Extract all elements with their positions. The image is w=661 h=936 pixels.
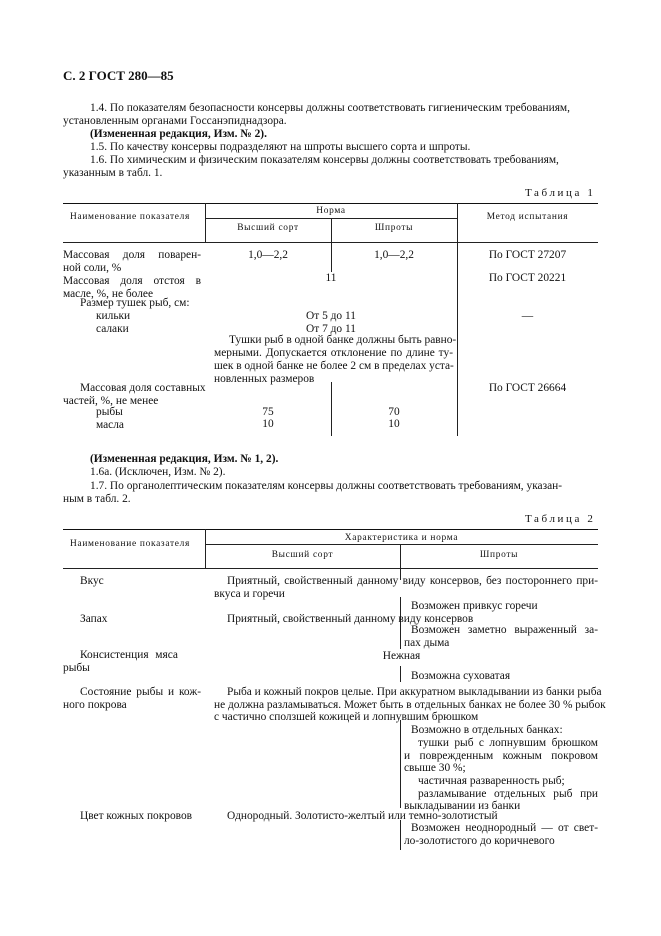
t1-sed-value: 11 (325, 272, 337, 284)
t2-smell-top: Приятный, свойственный данному виду консервов (227, 613, 474, 625)
t1-oil-top: 10 (262, 418, 274, 430)
table-1-head-grade-top: Высший сорт (237, 223, 299, 233)
t2-taste-label: Вкус (80, 575, 104, 587)
t1-sed-label-2: масле, %, не более (63, 288, 153, 300)
table-2-top-rule (63, 529, 598, 530)
table-1-head-indicator: Наименование показателя (70, 212, 190, 222)
t1-salt-label-2: ной соли, % (63, 262, 122, 274)
t1-note-line-1: Тушки рыб в одной банке должны быть равно- (229, 334, 457, 346)
t2-state-sprats-5: частичная разваренность рыб; (418, 775, 565, 787)
t1-oil-label: масла (96, 419, 124, 431)
table-1-top-rule (63, 203, 598, 204)
t1-parts-label-1: Массовая доля составных (80, 382, 206, 394)
table-2-head-grade-sprats: Шпроты (479, 550, 519, 560)
t1-size-method: — (521, 310, 534, 322)
t2-state-sprats-3: и поврежденным кожным покровом (404, 750, 598, 762)
t1-note-line-3: шек в одной банке не более 2 см в пределах уста- (214, 360, 454, 372)
table-2-head-indicator: Наименование показателя (70, 539, 190, 549)
table-1-head-grade-sprats: Шпроты (374, 223, 414, 233)
t1-kilki-value: От 5 до 11 (306, 310, 356, 322)
edition-note-1-2: (Измененная редакция, Изм. № 1, 2). (90, 453, 279, 465)
t2-tick-2 (400, 597, 401, 611)
para-1-5: 1.5. По качеству консервы подразделяют на шпроты высшего сорта и шпроты. (90, 141, 471, 153)
t2-smell-sprats-1: Возможен заметно выраженный за- (411, 624, 598, 636)
t1-sed-method: По ГОСТ 20221 (488, 272, 567, 284)
para-1-6-line-2: указанным в табл. 1. (63, 167, 163, 179)
table-1-head-method: Метод испытания (486, 212, 569, 222)
t1-parts-label-2: частей, %, не менее (63, 395, 159, 407)
t2-consistency-sprats: Возможна суховатая (411, 670, 511, 682)
t1-salt-label-1: Массовая доля поварен- (63, 249, 201, 261)
t1-size-label: Размер тушек рыб, см: (80, 297, 190, 309)
t1-salaki-label: салаки (96, 323, 129, 335)
t1-salt-method: По ГОСТ 27207 (488, 249, 567, 261)
t1-salt-top: 1,0—2,2 (248, 249, 288, 261)
t2-state-sprats-6: разламывание отдельных рыб при (418, 788, 598, 800)
para-1-4-line-2: установленным органами Госсанэпиднадзора. (63, 115, 287, 127)
t2-color-top: Однородный. Золотисто-желтый или темно-золотистый (227, 810, 498, 822)
para-1-6-line-1: 1.6. По химическим и физическим показателям консервы должны соответствовать требованиям, (90, 154, 559, 166)
t2-consistency-label-2: рыбы (63, 662, 90, 674)
t2-state-sprats-1: Возможно в отдельных банках: (411, 724, 563, 736)
t2-state-sprats-7: выкладывании из банки (404, 800, 521, 812)
table-2-head-char: Характеристика и норма (344, 533, 459, 543)
table-1-caption: Таблица 1 (525, 187, 596, 199)
t2-state-label-2: ного покрова (63, 699, 127, 711)
t1-sed-label-1: Массовая доля отстоя в (63, 275, 201, 287)
t2-taste-line-2: вкуса и горечи (214, 588, 285, 600)
t2-tick-7 (400, 820, 401, 850)
t2-state-top-1: Рыба и кожный покров целые. При аккуратном выкладывании из банки рыба (227, 686, 602, 698)
t1-note-line-2: мерными. Допускается отклонение по длине ту- (214, 347, 453, 359)
t1-fish-label: рыбы (96, 406, 123, 418)
table-2-head-grade-top: Высший сорт (271, 550, 334, 560)
t2-state-sprats-2: тушки рыб с лопнувшим брюшком (418, 737, 598, 749)
t1-parts-method: По ГОСТ 26664 (488, 382, 567, 394)
t2-smell-sprats-2: пах дыма (404, 637, 450, 649)
t2-consistency-both: Нежная (382, 650, 421, 662)
page-header: С. 2 ГОСТ 280—85 (63, 68, 174, 83)
para-1-4-line-1: 1.4. По показателям безопасности консервы должны соответствовать гигиеническим требованиям, (90, 102, 570, 114)
t2-smell-label: Запах (80, 613, 108, 625)
t2-consistency-label-1: Консистенция мяса (80, 649, 178, 661)
t2-state-sprats-4: свыше 30 %; (404, 762, 466, 774)
t1-kilki-label: кильки (96, 310, 131, 322)
para-1-7-line-1: 1.7. По органолептическим показателям консервы должны соответствовать требованиям, указан- (90, 480, 563, 492)
t2-color-label: Цвет кожных покровов (80, 810, 193, 822)
table-2-char-rule (205, 544, 598, 545)
para-1-6a: 1.6а. (Исключен, Изм. № 2). (90, 466, 226, 478)
t1-salaki-value: От 7 до 11 (306, 323, 356, 335)
table-1-head-norma: Норма (316, 206, 346, 216)
t2-color-sprats-2: ло-золотистого до коричневого (404, 835, 555, 847)
t1-note-line-4: новленных размеров (214, 373, 315, 385)
para-1-4-edition: (Измененная редакция, Изм. № 2). (90, 128, 267, 140)
t2-state-top-2: не должна разламываться. Может быть в отдельных банках не более 30 % рыбок (214, 699, 606, 711)
t1-fish-top: 75 (262, 406, 274, 418)
t2-tick-6 (400, 720, 401, 808)
t1-salt-sprats: 1,0—2,2 (374, 249, 414, 261)
para-1-7-line-2: ным в табл. 2. (63, 493, 131, 505)
table-2-caption: Таблица 2 (525, 513, 596, 525)
t2-tick-5 (400, 666, 401, 682)
t2-taste-sprats: Возможен привкус горечи (411, 600, 538, 612)
t2-state-top-3: с частично сползшей кожицей и лопнувшим брюшком (214, 711, 479, 723)
table-2-head-rule (63, 568, 598, 569)
t2-taste-line-1: Приятный, свойственный данному виду консервов, без постороннего при- (227, 575, 598, 587)
t1-fish-sprats: 70 (388, 406, 400, 418)
t2-color-sprats-1: Возможен неоднородный — от свет- (411, 822, 598, 834)
t2-state-label-1: Состояние рыбы и кож- (80, 686, 201, 698)
t1-oil-sprats: 10 (388, 418, 400, 430)
